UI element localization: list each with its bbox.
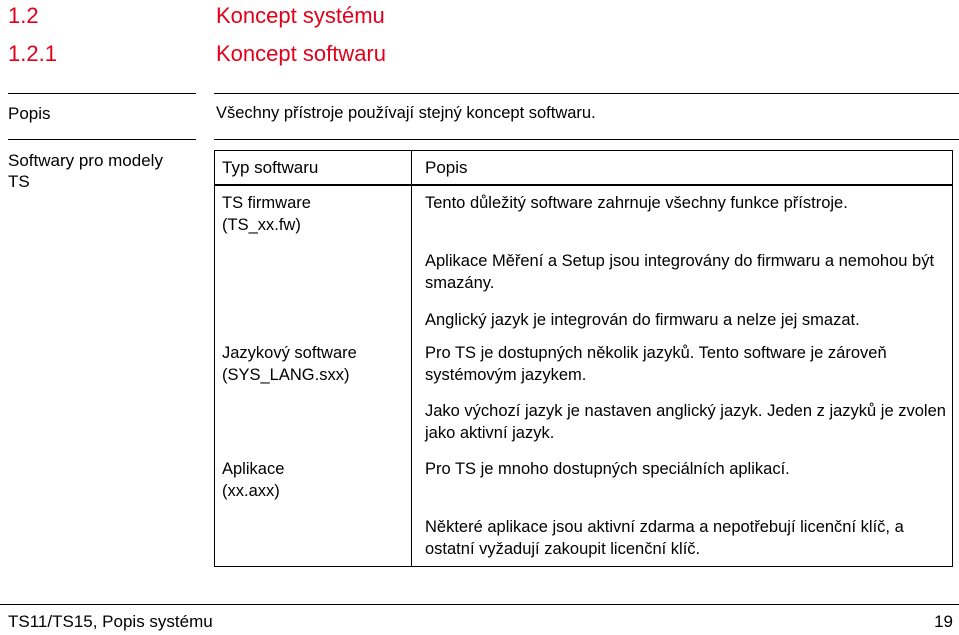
table-header-description: Popis [425, 158, 468, 177]
type-filename: (xx.axx) [222, 482, 280, 500]
section-rule-right-2 [214, 139, 959, 140]
table-row-paragraph: Tento důležitý software zahrnuje všechny funkce přístroje. [425, 194, 848, 212]
popis-text: Všechny přístroje používají stejný koncept softwaru. [216, 104, 596, 122]
table-header-divider [215, 184, 952, 186]
footer-rule [0, 604, 959, 605]
section-label-line-2: TS [8, 172, 30, 191]
type-name: Aplikace [222, 460, 285, 478]
table-column-divider [411, 151, 412, 566]
software-table [214, 150, 953, 567]
heading-title-koncept-softwaru: Koncept softwaru [216, 41, 386, 66]
table-row-paragraph: Aplikace Měření a Setup jsou integrovány do firmwaru a nemohou být smazány. [425, 252, 935, 292]
section-label-software-models [8, 150, 203, 192]
section-rule-left [8, 93, 196, 94]
table-row-type [222, 458, 407, 502]
table-row-paragraph: Některé aplikace jsou aktivní zdarma a nepotřebují licenční klíč, a ostatní vyžadují zakoupit licenční klíč. [425, 518, 904, 558]
section-label-line-1: Softwary pro modely [8, 151, 163, 170]
type-filename: (TS_xx.fw) [222, 216, 301, 234]
heading-title-koncept-systemu: Koncept systému [216, 3, 385, 28]
table-header-type: Typ softwaru [222, 158, 319, 177]
table-row-paragraph: Anglický jazyk je integrován do firmwaru a nelze jej smazat. [425, 311, 860, 329]
heading-number-1-2-1: 1.2.1 [8, 41, 57, 66]
table-row-paragraph: Pro TS je mnoho dostupných speciálních aplikací. [425, 460, 790, 478]
type-name: TS firmware [222, 194, 311, 212]
type-name: Jazykový software [222, 344, 357, 362]
type-filename: (SYS_LANG.sxx) [222, 366, 350, 384]
section-label-popis: Popis [8, 104, 51, 123]
section-rule-left-2 [8, 139, 196, 140]
heading-number-1-2: 1.2 [8, 3, 39, 28]
table-row-type [222, 192, 407, 236]
table-row-paragraph: Jako výchozí jazyk je nastaven anglický jazyk. Jeden z jazyků je zvolen jako aktivní jazyk. [425, 402, 946, 442]
table-row-paragraph: Pro TS je dostupných několik jazyků. Tento software je zároveň systémovým jazykem. [425, 344, 887, 384]
section-rule-right [214, 93, 959, 94]
page-number: 19 [934, 612, 953, 631]
footer-title: TS11/TS15, Popis systému [8, 612, 213, 631]
table-row-type [222, 342, 407, 386]
